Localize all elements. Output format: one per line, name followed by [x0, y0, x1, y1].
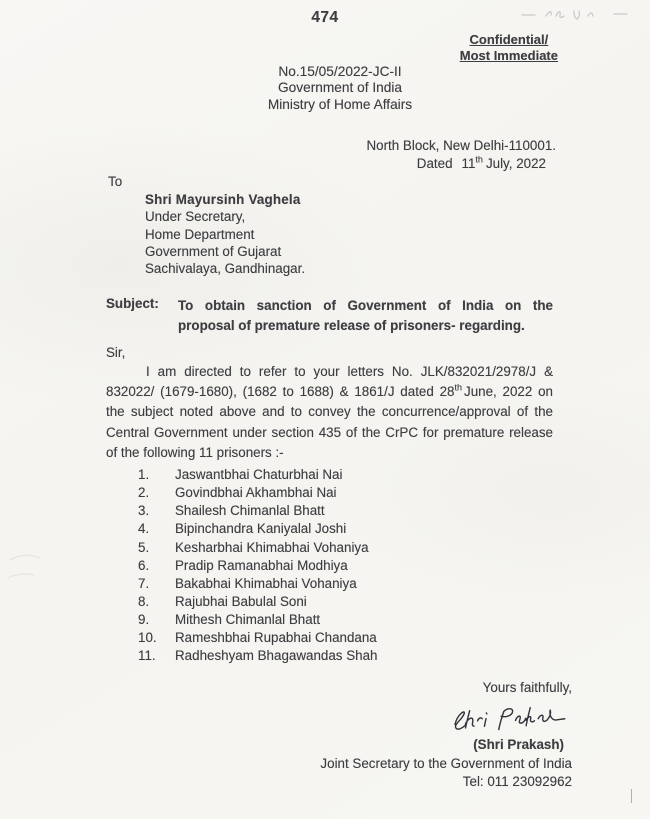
list-item-number: 7. [138, 575, 150, 591]
prisoner-name: Rameshbhai Rupabhai Chandana [175, 630, 377, 646]
recipient-city: Sachivalaya, Gandhinagar. [145, 261, 306, 277]
prisoner-name: Rajubhai Babulal Soni [175, 593, 307, 609]
prisoner-name: Govindbhai Akhambhai Nai [175, 485, 337, 501]
prisoner-name: Kesharbhai Khimabhai Vohaniya [175, 539, 369, 555]
list-item-number: 8. [138, 593, 150, 609]
subject-block [106, 296, 553, 336]
list-item-number: 1. [138, 467, 150, 482]
classification-block [460, 32, 558, 64]
body-line-4: Central Government under section 435 of the CrPC for premature release [106, 424, 553, 440]
body-line-5: of the following 11 prisoners :- [106, 444, 284, 460]
list-item [138, 648, 378, 666]
org-government-of-india: Government of India [277, 80, 403, 96]
recipient-government: Government of Gujarat [145, 243, 282, 259]
body-paragraph [106, 362, 553, 463]
list-item [138, 594, 378, 612]
closing-block [320, 679, 572, 790]
prisoner-list [138, 467, 378, 667]
list-item [138, 630, 378, 648]
list-item [138, 521, 378, 539]
list-item [138, 540, 378, 558]
body-line-2 [106, 382, 553, 402]
subject-text [178, 296, 553, 336]
list-item [138, 612, 378, 630]
subject-label: Subject: [106, 296, 159, 311]
prisoner-name: Pradip Ramanabhai Modhiya [175, 557, 348, 573]
list-item-number: 3. [138, 503, 150, 519]
signer-designation: Joint Secretary to the Government of India [320, 756, 572, 771]
prisoner-name: Radheshyam Bhagawandas Shah [175, 648, 378, 664]
body-date-ordinal-suffix: th [454, 382, 462, 393]
letterhead [30, 64, 650, 113]
list-item-number: 5. [138, 539, 150, 555]
subject-line-2: proposal of premature release of prisoners- regarding. [178, 318, 525, 333]
classification-confidential: Confidential/ [469, 32, 549, 47]
list-item-number: 6. [138, 557, 150, 573]
list-item [138, 558, 378, 576]
prisoner-name: Mithesh Chimanlal Bhatt [175, 612, 321, 628]
date-month-year: July, 2022 [485, 155, 546, 171]
prisoner-name: Bakabhai Khimabhai Vohaniya [175, 575, 357, 591]
prisoner-name: Bipinchandra Kaniyalal Joshi [175, 521, 347, 537]
body-line-2-before: 832022/ (1679-1680), (1682 to 1688) & 1861/J dated 28 [106, 384, 455, 400]
pencil-scribble [520, 6, 630, 22]
body-line-2-after: June, 2022 on [464, 384, 553, 400]
prisoner-name: Shailesh Chimanlal Bhatt [175, 503, 325, 519]
to-label: To [108, 174, 123, 189]
list-item [138, 485, 378, 503]
date-line [366, 155, 556, 173]
list-item [138, 467, 378, 485]
list-item-number: 11. [138, 648, 156, 664]
valediction: Yours faithfully, [482, 680, 572, 695]
margin-smudge [2, 548, 82, 588]
handwritten-signature [320, 700, 570, 736]
place-date-block [366, 137, 556, 172]
date-label: Dated [416, 155, 453, 171]
place-line: North Block, New Delhi-110001. [366, 138, 556, 153]
list-item [138, 503, 378, 521]
salutation: Sir, [106, 345, 126, 360]
body-line-3: the subject noted above and to convey the concurrence/approval of the [106, 404, 553, 420]
recipient-title: Under Secretary, [145, 209, 246, 225]
list-item-number: 2. [138, 485, 150, 501]
scan-edge-mark [631, 789, 633, 803]
subject-line-1: To obtain sanction of Government of India on the [178, 298, 553, 313]
page-number: 474 [311, 9, 339, 26]
list-item [138, 576, 378, 594]
recipient-address-block [145, 191, 305, 277]
list-item-number: 9. [138, 612, 150, 628]
list-item-number: 10. [138, 630, 157, 646]
contact-phone: Tel: 011 23092962 [462, 773, 572, 789]
prisoner-name: Jaswantbhai Chaturbhai Nai [175, 467, 343, 482]
classification-most-immediate: Most Immediate [459, 48, 558, 63]
body-line-1: I am directed to refer to your letters No. JLK/832021/2978/J & [146, 364, 553, 379]
date-ordinal-suffix: th [475, 154, 483, 165]
list-item-number: 4. [138, 521, 150, 537]
signer-name: (Shri Prakash) [473, 736, 564, 752]
recipient-department: Home Department [145, 226, 255, 242]
recipient-name: Shri Mayursinh Vaghela [145, 192, 301, 207]
org-ministry-home-affairs: Ministry of Home Affairs [267, 96, 413, 112]
date-day: 11 [461, 155, 476, 171]
signature-ink [439, 697, 570, 738]
file-number: No.15/05/2022-JC-II [278, 64, 402, 79]
